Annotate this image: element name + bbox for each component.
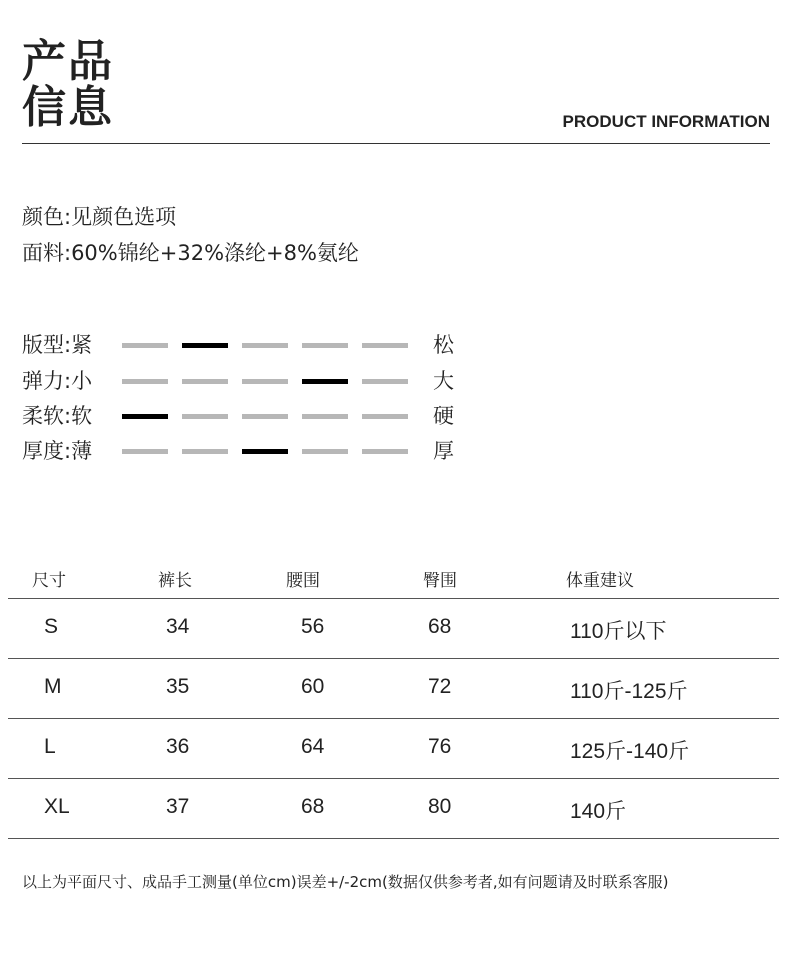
cell-weight: 125斤-140斤: [570, 740, 690, 763]
color-info: 颜色:见颜色选项: [22, 205, 177, 229]
table-header: [8, 560, 779, 599]
scale-end-label: 松: [433, 333, 454, 357]
material-info: 面料:60%锦纶+32%涤纶+8%氨纶: [22, 241, 359, 265]
scale-segment: [122, 379, 168, 384]
scale-segment: [362, 449, 408, 454]
scale-segment-active: [182, 343, 228, 348]
scale-label: 厚度:薄: [22, 439, 93, 463]
cell-length: 36: [166, 735, 190, 758]
table-row: [8, 659, 779, 719]
cell-waist: 68: [301, 795, 325, 818]
scale-end-label: 厚: [433, 439, 454, 463]
cell-weight: 110斤-125斤: [570, 680, 688, 703]
page-title-line-2: 信息: [22, 82, 114, 133]
column-header-hip: 臀围: [423, 571, 457, 591]
scale-row-softness: [22, 401, 462, 431]
column-header-size: 尺寸: [32, 571, 66, 591]
column-header-weight: 体重建议: [566, 571, 634, 591]
scale-segment: [182, 414, 228, 419]
scale-segment: [362, 379, 408, 384]
scale-segment: [182, 379, 228, 384]
scale-segment-active: [302, 379, 348, 384]
scale-segment-active: [242, 449, 288, 454]
scale-row-fit: [22, 330, 462, 360]
cell-waist: 60: [301, 675, 325, 698]
cell-hip: 72: [428, 675, 452, 698]
cell-hip: 76: [428, 735, 452, 758]
cell-hip: 80: [428, 795, 452, 818]
cell-hip: 68: [428, 615, 452, 638]
cell-length: 34: [166, 615, 190, 638]
scale-segment: [302, 343, 348, 348]
cell-weight: 110斤以下: [570, 620, 667, 643]
scale-segment: [242, 414, 288, 419]
cell-waist: 64: [301, 735, 325, 758]
scale-row-thickness: [22, 436, 462, 466]
scale-end-label: 大: [433, 369, 454, 393]
cell-size: XL: [44, 795, 70, 818]
scale-label: 柔软:软: [22, 404, 93, 428]
scale-end-label: 硬: [433, 404, 454, 428]
scale-segment: [302, 414, 348, 419]
scale-segment: [362, 343, 408, 348]
scale-segment: [242, 343, 288, 348]
cell-size: S: [44, 615, 59, 638]
cell-size: M: [44, 675, 62, 698]
cell-length: 35: [166, 675, 190, 698]
cell-waist: 56: [301, 615, 325, 638]
header-divider: [22, 143, 770, 144]
scale-segment: [182, 449, 228, 454]
page-title-line-1: 产品: [22, 36, 114, 87]
table-row: [8, 779, 779, 839]
measurement-footnote: 以上为平面尺寸、成品手工测量(单位cm)误差+/-2cm(数据仅供参考者,如有问题请及时联系客服): [22, 873, 669, 891]
scale-segment-active: [122, 414, 168, 419]
scale-segment: [122, 449, 168, 454]
cell-size: L: [44, 735, 56, 758]
page-subtitle: PRODUCT INFORMATION: [562, 112, 770, 131]
column-header-waist: 腰围: [286, 571, 320, 591]
scale-segment: [362, 414, 408, 419]
cell-weight: 140斤: [570, 800, 627, 823]
table-row: [8, 719, 779, 779]
scale-segment: [302, 449, 348, 454]
scale-row-elasticity: [22, 366, 462, 396]
cell-length: 37: [166, 795, 190, 818]
scale-label: 弹力:小: [22, 369, 93, 393]
scale-segment: [122, 343, 168, 348]
scale-segment: [242, 379, 288, 384]
scale-label: 版型:紧: [22, 333, 93, 357]
column-header-length: 裤长: [158, 571, 192, 591]
table-row: [8, 599, 779, 659]
